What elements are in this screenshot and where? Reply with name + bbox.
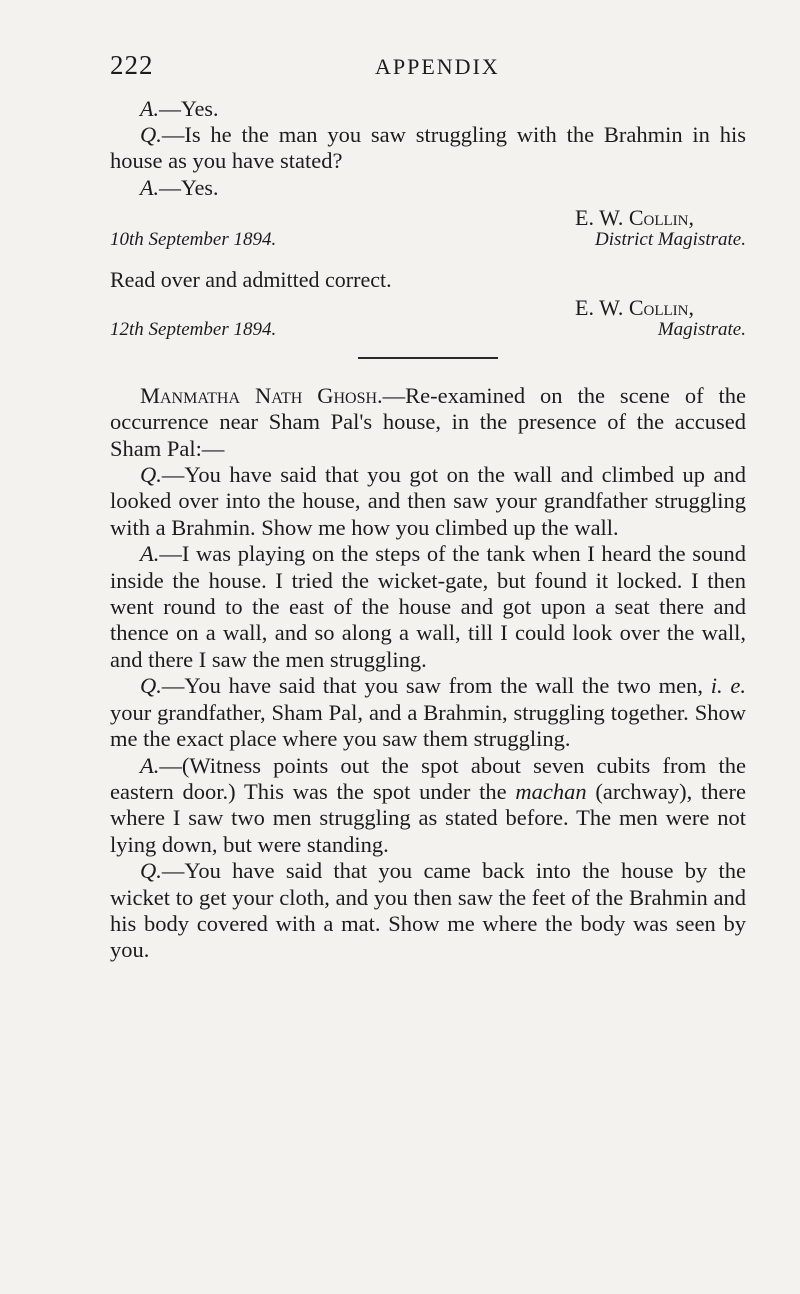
signature-1-name-row: [110, 205, 746, 229]
question-1: [110, 122, 746, 175]
signature-date: 10th September 1894.: [110, 228, 277, 250]
answer-2: [110, 175, 746, 201]
answer-4: [110, 753, 746, 859]
answer-label: A.: [140, 541, 160, 567]
witness-name: Manmatha Nath Ghosh.: [140, 382, 383, 408]
signature-title: District Magistrate.: [595, 228, 746, 250]
question-text: —You have said that you saw from the wall the two men,: [161, 673, 711, 699]
question-text: your grandfather, Sham Pal, and a Brahmin, struggling together. Show me the exact place where you saw them struggling.: [110, 699, 746, 752]
section-divider: [358, 357, 498, 359]
signature-name: E. W. Collin,: [575, 204, 694, 230]
question-label: Q.: [140, 462, 162, 488]
question-text: —You have said that you got on the wall and climbed up and looked over into the house, and then saw your grandfather struggling with a Brahmin. Show me how you climbed up the wall.: [110, 462, 746, 540]
question-label: Q.: [140, 673, 162, 699]
page-number: 222: [110, 50, 154, 80]
signature-title: Magistrate.: [657, 318, 746, 340]
signature-2-date-row: [110, 319, 746, 343]
question-text: —You have said that you came back into the house by the wicket to get your cloth, and you then saw the feet of the Brahmin and his body covered with a mat. Show me where the body was seen by you.: [110, 858, 746, 963]
question-text: —Is he the man you saw struggling with the Brahmin in his house as you have stated?: [110, 122, 746, 174]
answer-label: A.: [140, 96, 159, 121]
answer-label: A.: [140, 174, 159, 200]
question-label: Q.: [140, 858, 162, 884]
answer-label: A.: [140, 752, 160, 778]
question-3: [110, 673, 746, 752]
intro-text: —Re-examined on the scene of the occurrence near Sham Pal's house, in the presence of the accused Sham Pal:—: [110, 382, 746, 461]
answer-text: —Yes.: [158, 96, 219, 121]
answer-text: —(Witness points out the spot about seven cubits from the eastern door.) This was the spot under the: [110, 752, 746, 804]
examination-intro: [110, 383, 746, 462]
answer-text: —Yes.: [158, 174, 219, 200]
answer-text: —I was playing on the steps of the tank when I heard the sound inside the house. I tried the wicket-gate, but found it locked. I then went round to the east of the house and got upon a seat there and thence on a wall, and so along a wall, till I could look over the wall, and there I saw the men struggling.: [110, 541, 746, 672]
abbreviation: i. e.: [710, 673, 746, 699]
signature-2-name-row: [110, 295, 746, 319]
question-4: [110, 858, 746, 964]
question-2: [110, 462, 746, 541]
question-label: Q.: [140, 122, 162, 147]
signature-1-date-row: [110, 229, 746, 253]
signature-name: E. W. Collin,: [575, 294, 694, 320]
running-title: APPENDIX: [375, 54, 500, 79]
book-page: [110, 50, 746, 964]
read-over-line: Read over and admitted correct.: [110, 266, 392, 292]
page-header: [110, 50, 746, 96]
signature-date: 12th September 1894.: [110, 318, 277, 340]
answer-1: [110, 96, 746, 122]
answer-3: [110, 541, 746, 673]
answer-text: (archway), there where I saw two men struggling as stated before. The men were not lying down, but were standing.: [110, 778, 746, 857]
term-machan: machan: [515, 778, 587, 804]
